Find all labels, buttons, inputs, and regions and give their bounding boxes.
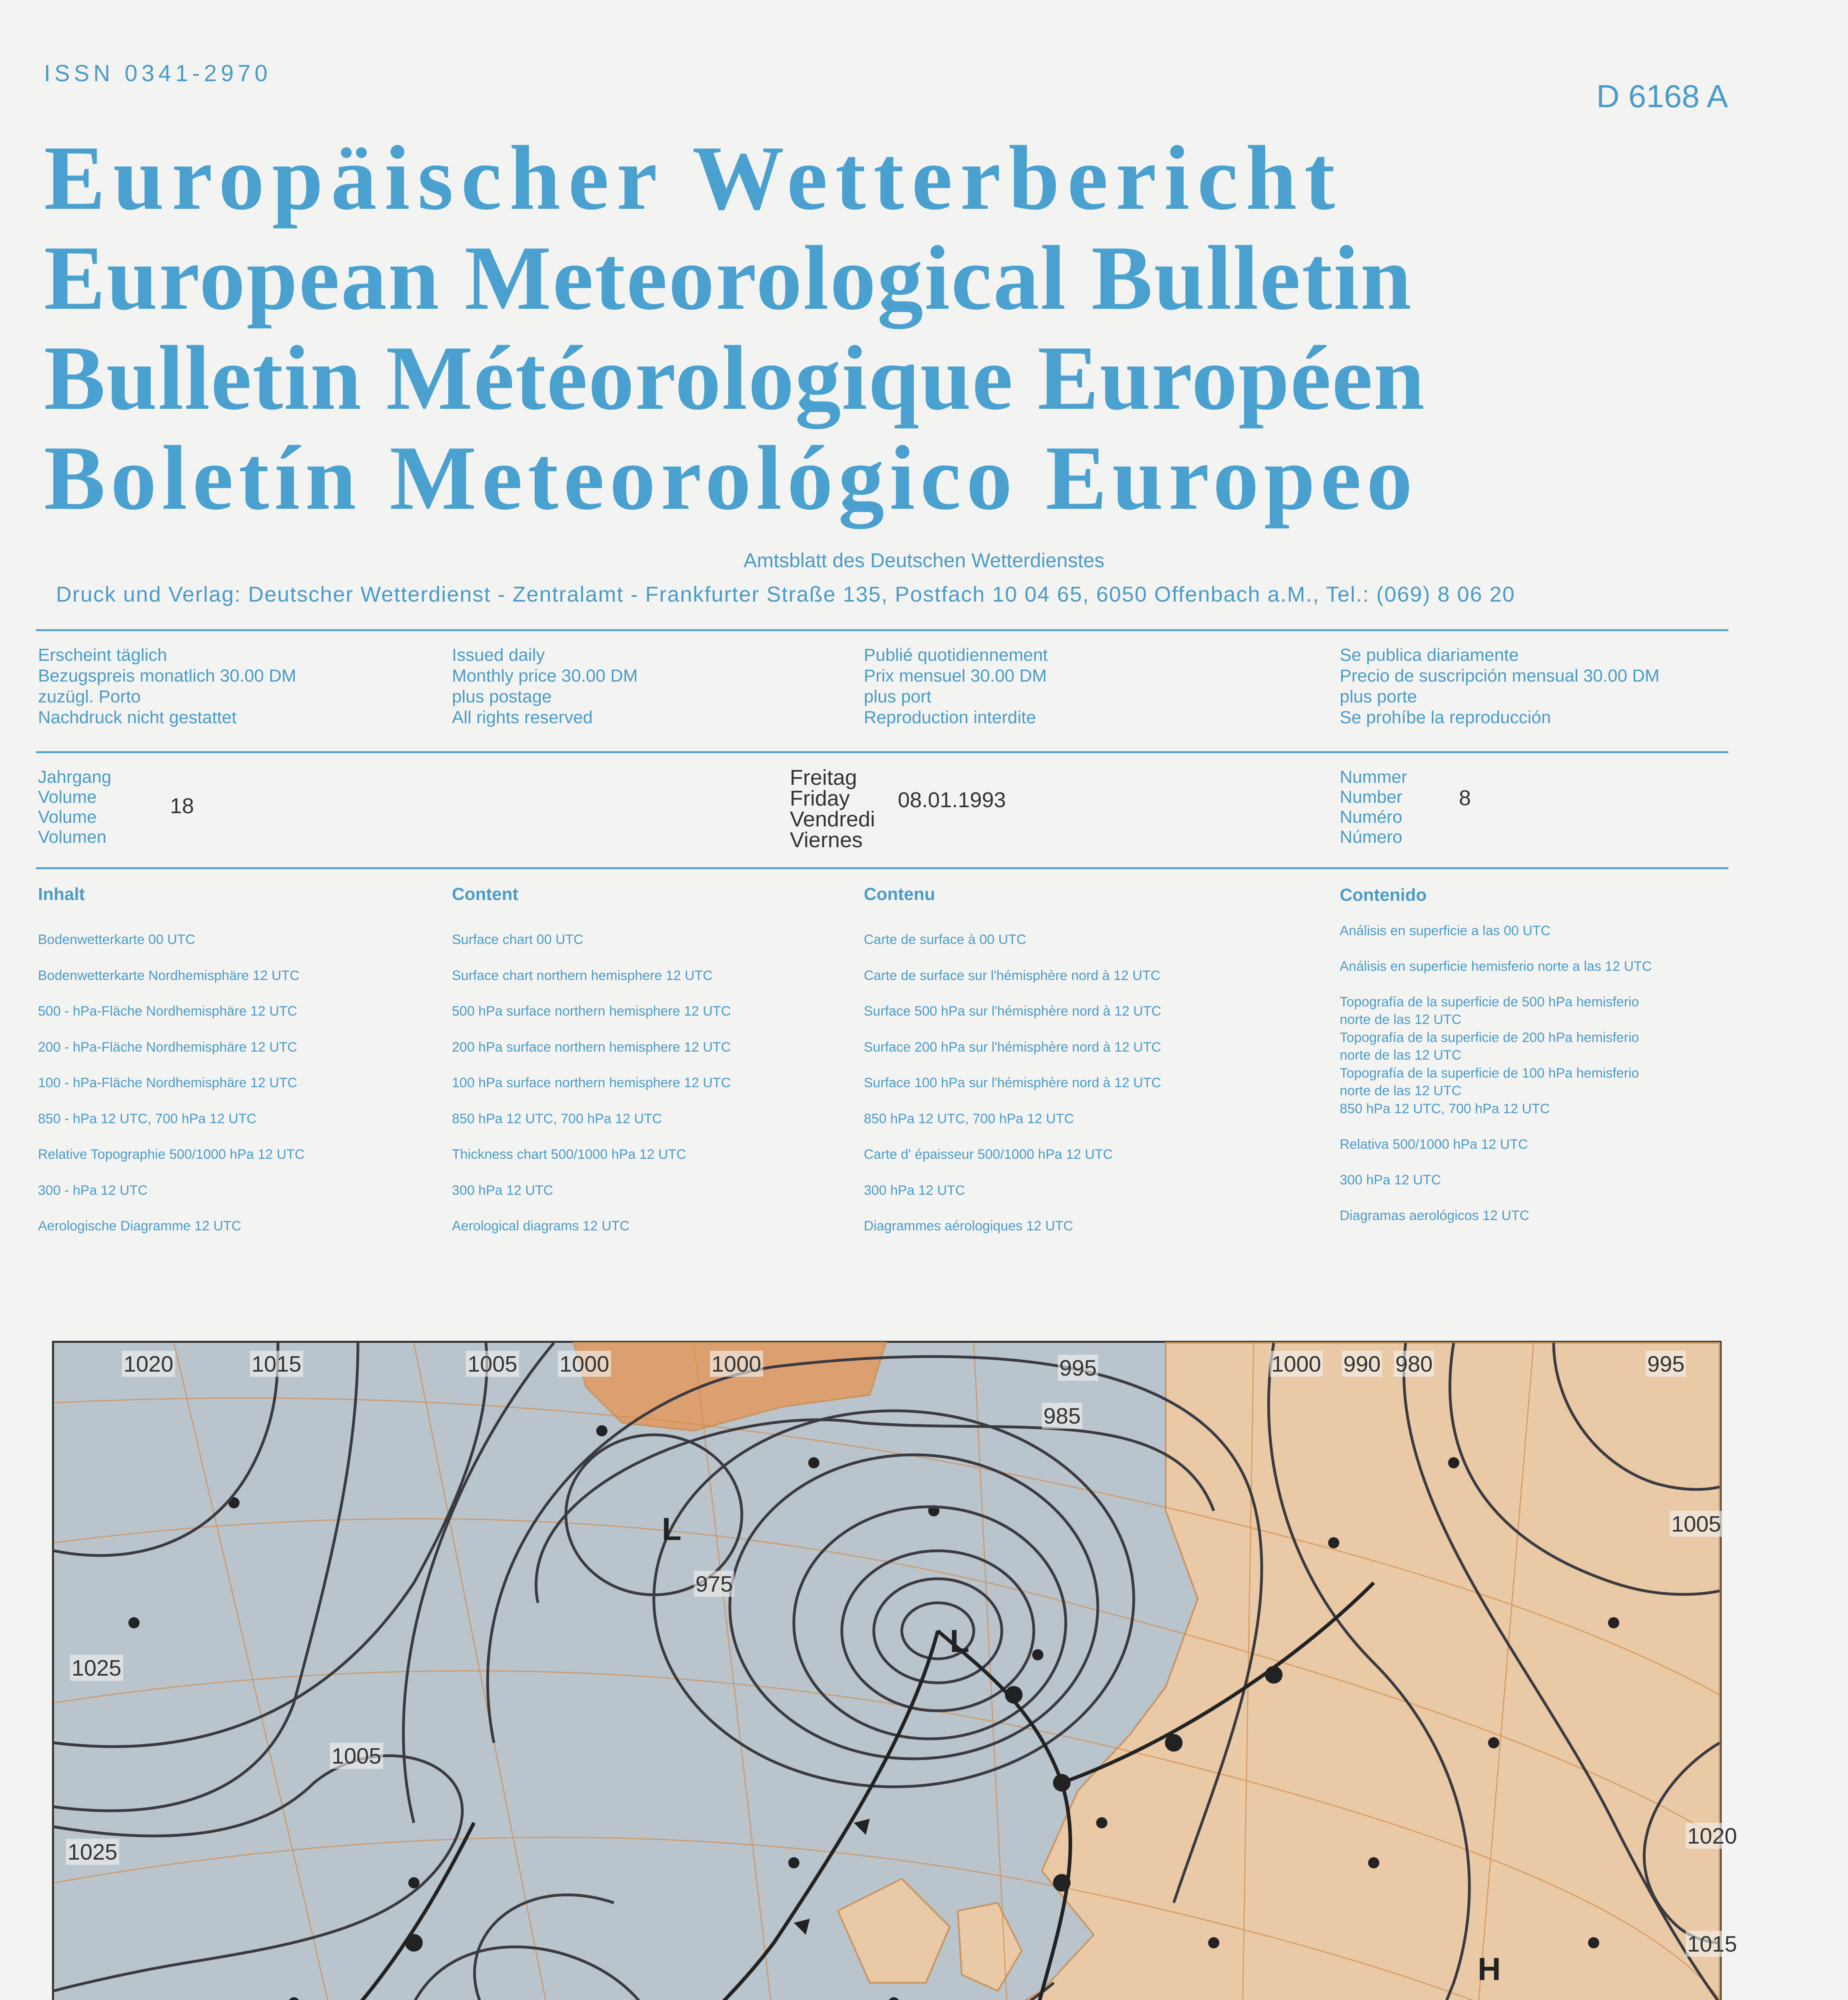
isobar-label: 1005 [330, 1743, 383, 1769]
number-labels: Nummer Number Numéro Número [1340, 767, 1407, 847]
publication-info-de: Erscheint täglich Bezugspreis monatlich 30.00 DM zuzügl. Porto Nachdruck nicht gestattet [38, 645, 296, 727]
isobar-label: 1020 [122, 1351, 175, 1377]
contents-list-de: Bodenwetterkarte 00 UTC Bodenwetterkarte Nordhemisphäre 12 UTC 500 - hPa-Fläche Nordhemisphäre 12 UTC 200 - hPa-Fläche Nordhemisphäre 12 UTC 100 - hPa-Fläche Nordhemisphäre 12 UTC 850 - hPa 12 UTC, 700 hPa 12 UTC Relative Topographie 500/1000 hPa 12 UTC 300 - hPa 12 UTC Aerologische Diagramme 12 UTC [38, 932, 305, 1234]
issue-date: 08.01.1993 [898, 788, 1006, 812]
isobar-label: 995 [1646, 1351, 1686, 1377]
contents-list-fr: Carte de surface à 00 UTC Carte de surface sur l'hémisphère nord à 12 UTC Surface 500 hPa sur l'hémisphère nord à 12 UTC Surface 200 hPa sur l'hémisphère nord à 12 UTC Surface 100 hPa sur l'hémisphère nord à 12 UTC 850 hPa 12 UTC, 700 hPa 12 UTC Carte d' épaisseur 500/1000 hPa 12 UTC 300 hPa 12 UTC Diagrammes aérologiques 12 UTC [864, 932, 1161, 1234]
weekday-labels: Freitag Friday Vendredi Viernes [790, 766, 875, 852]
publication-code: D 6168 A [1596, 78, 1728, 114]
contents-list-es: Análisis en superficie a las 00 UTC Análisis en superficie hemisferio norte a las 12 UTC Topografía de la superficie de 500 hPa hemisferio norte de las 12 UTC Topografía de la superficie de 200 hPa hemisferio norte de las 12 UTC Topografía de la superficie de 100 hPa hemisferio norte de las 12 UTC 850 hPa 12 UTC, 700 hPa 12 UTC Relativa 500/1000 hPa 12 UTC 300 hPa 12 UTC Diagramas aerológicos 12 UTC [1340, 923, 1652, 1223]
isobar-label: 1005 [1670, 1511, 1723, 1537]
isobar-label: 1000 [710, 1351, 763, 1377]
issn: ISSN 0341-2970 [44, 60, 272, 86]
isobar-label: 1015 [1686, 1931, 1739, 1957]
title-english: European Meteorological Bulletin [44, 227, 1413, 329]
divider [36, 867, 1728, 869]
volume-number: 18 [170, 794, 194, 818]
isobar-label: 975 [694, 1571, 734, 1597]
isobar-label: 980 [1394, 1351, 1434, 1377]
volume-labels: Jahrgang Volume Volume Volumen [38, 767, 112, 847]
isobar-label: 1005 [466, 1351, 519, 1377]
contents-heading-es: Contenido [1340, 885, 1427, 905]
publisher-address: Druck und Verlag: Deutscher Wetterdienst - Zentralamt - Frankfurter Straße 135, Postfach 10 04 65, 6050 Offenbach a.M., Tel.: (069) 8 06 20 [56, 582, 1515, 606]
map-drawing [54, 1343, 1720, 2000]
contents-heading-en: Content [452, 884, 519, 904]
publication-info-es: Se publica diariamente Precio de suscripción mensual 30.00 DM plus porte Se prohíbe la reproducción [1340, 645, 1660, 727]
isobar-label: 1025 [70, 1655, 123, 1681]
contents-list-en: Surface chart 00 UTC Surface chart northern hemisphere 12 UTC 500 hPa surface northern hemisphere 12 UTC 200 hPa surface northern hemisphere 12 UTC 100 hPa surface northern hemisphere 12 UTC 850 hPa 12 UTC, 700 hPa 12 UTC Thickness chart 500/1000 hPa 12 UTC 300 hPa 12 UTC Aerological diagrams 12 UTC [452, 932, 731, 1234]
high-pressure-center: H [1478, 1951, 1501, 1987]
divider [36, 751, 1728, 753]
contents-heading-de: Inhalt [38, 884, 85, 904]
isobar-label: 990 [1342, 1351, 1382, 1377]
isobar-label: 1000 [558, 1351, 611, 1377]
isobar-label: 985 [1042, 1403, 1082, 1429]
title-french: Bulletin Météorologique Européen [44, 327, 1426, 429]
title-spanish: Boletín Meteorológico Europeo [44, 427, 1418, 529]
isobar-label: 1020 [1686, 1823, 1739, 1849]
low-pressure-center: L [662, 1511, 681, 1547]
surface-weather-map [52, 1341, 1737, 2000]
isobar-label: 995 [1058, 1355, 1098, 1381]
title-german: Europäischer Wetterbericht [44, 127, 1343, 229]
contents-heading-fr: Contenu [864, 884, 935, 904]
publication-info-en: Issued daily Monthly price 30.00 DM plus postage All rights reserved [452, 645, 638, 727]
low-pressure-center: L [950, 1623, 969, 1659]
isobar-label: 1000 [1270, 1351, 1323, 1377]
isobar-label: 1015 [250, 1351, 303, 1377]
divider [36, 629, 1728, 631]
issue-number: 8 [1459, 786, 1471, 810]
isobar-label: 1025 [66, 1839, 119, 1865]
official-gazette-line: Amtsblatt des Deutschen Wetterdienstes [743, 549, 1105, 572]
publication-info-fr: Publié quotidiennement Prix mensuel 30.00 DM plus port Reproduction interdite [864, 645, 1048, 727]
